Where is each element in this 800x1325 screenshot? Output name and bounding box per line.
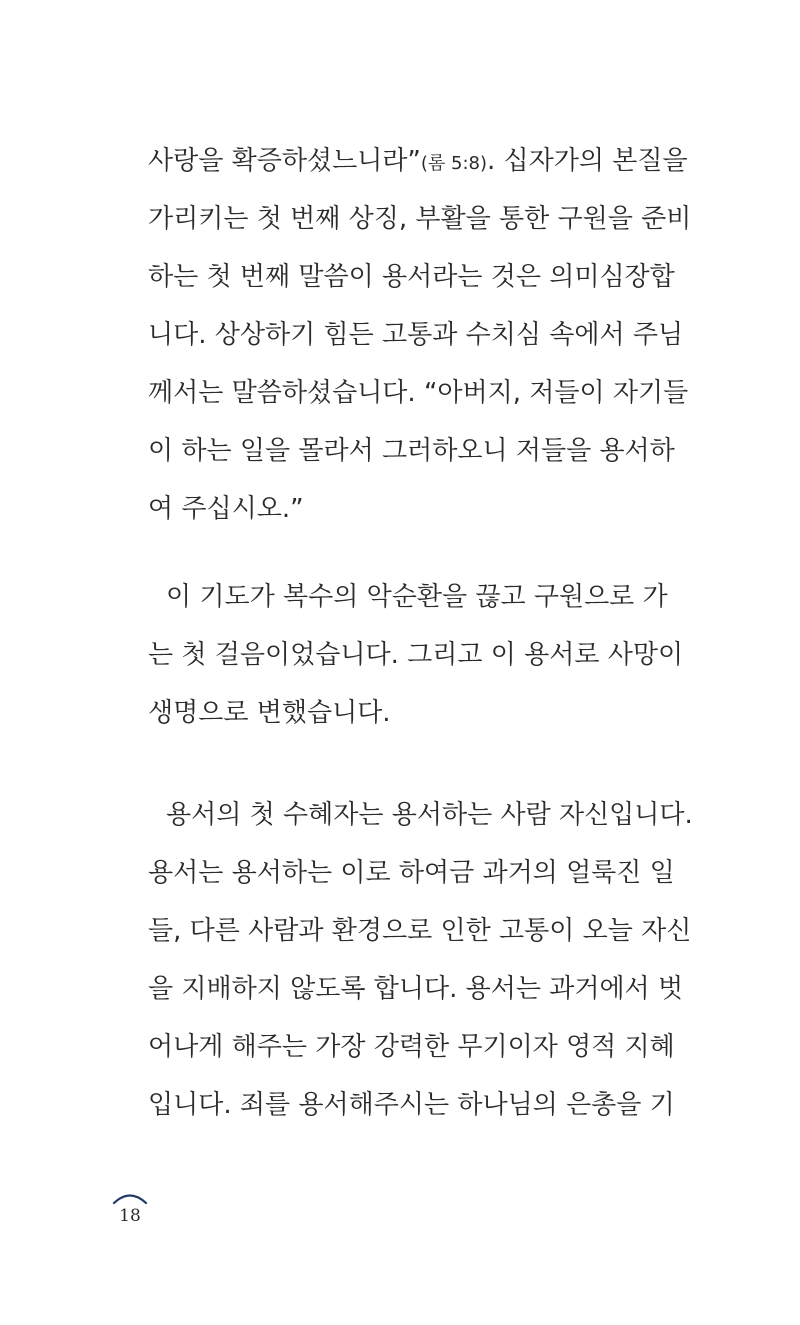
text-line: 이 기도가 복수의 악순환을 끊고 구원으로 가 — [166, 582, 668, 612]
text-line: 용서의 첫 수혜자는 용서하는 사람 자신입니다. — [166, 800, 693, 830]
text-line: 어나게 해주는 가장 강력한 무기이자 영적 지혜 — [148, 1032, 675, 1062]
text-line: 께서는 말씀하셨습니다. “아버지, 저들이 자기들 — [148, 378, 689, 408]
text-line: 입니다. 죄를 용서해주시는 하나님의 은총을 기 — [148, 1090, 675, 1120]
text-line: 들, 다른 사람과 환경으로 인한 고통이 오늘 자신 — [148, 916, 692, 946]
page-number: 18 — [119, 1206, 141, 1226]
scripture-reference: (롬 5:8) — [420, 153, 488, 174]
text-line: 생명으로 변했습니다. — [148, 698, 391, 728]
text-line: 니다. 상상하기 힘든 고통과 수치심 속에서 주님 — [148, 320, 684, 350]
text-line: 가리키는 첫 번째 상징, 부활을 통한 구원을 준비 — [148, 204, 692, 234]
text-line: 용서는 용서하는 이로 하여금 과거의 얼룩진 일 — [148, 858, 675, 888]
text-line: 사랑을 확증하셨느니라”(롬 5:8). 십자가의 본질을 — [148, 146, 688, 176]
page-number-arc-icon — [112, 1190, 148, 1204]
text-line: 는 첫 걸음이었습니다. 그리고 이 용서로 사망이 — [148, 640, 684, 670]
text-line: 하는 첫 번째 말씀이 용서라는 것은 의미심장합 — [148, 262, 675, 292]
text-line: 여 주십시오.” — [148, 494, 304, 524]
text-line: 을 지배하지 않도록 합니다. 용서는 과거에서 벗 — [148, 974, 684, 1004]
text-line: 이 하는 일을 몰라서 그러하오니 저들을 용서하 — [148, 436, 675, 466]
